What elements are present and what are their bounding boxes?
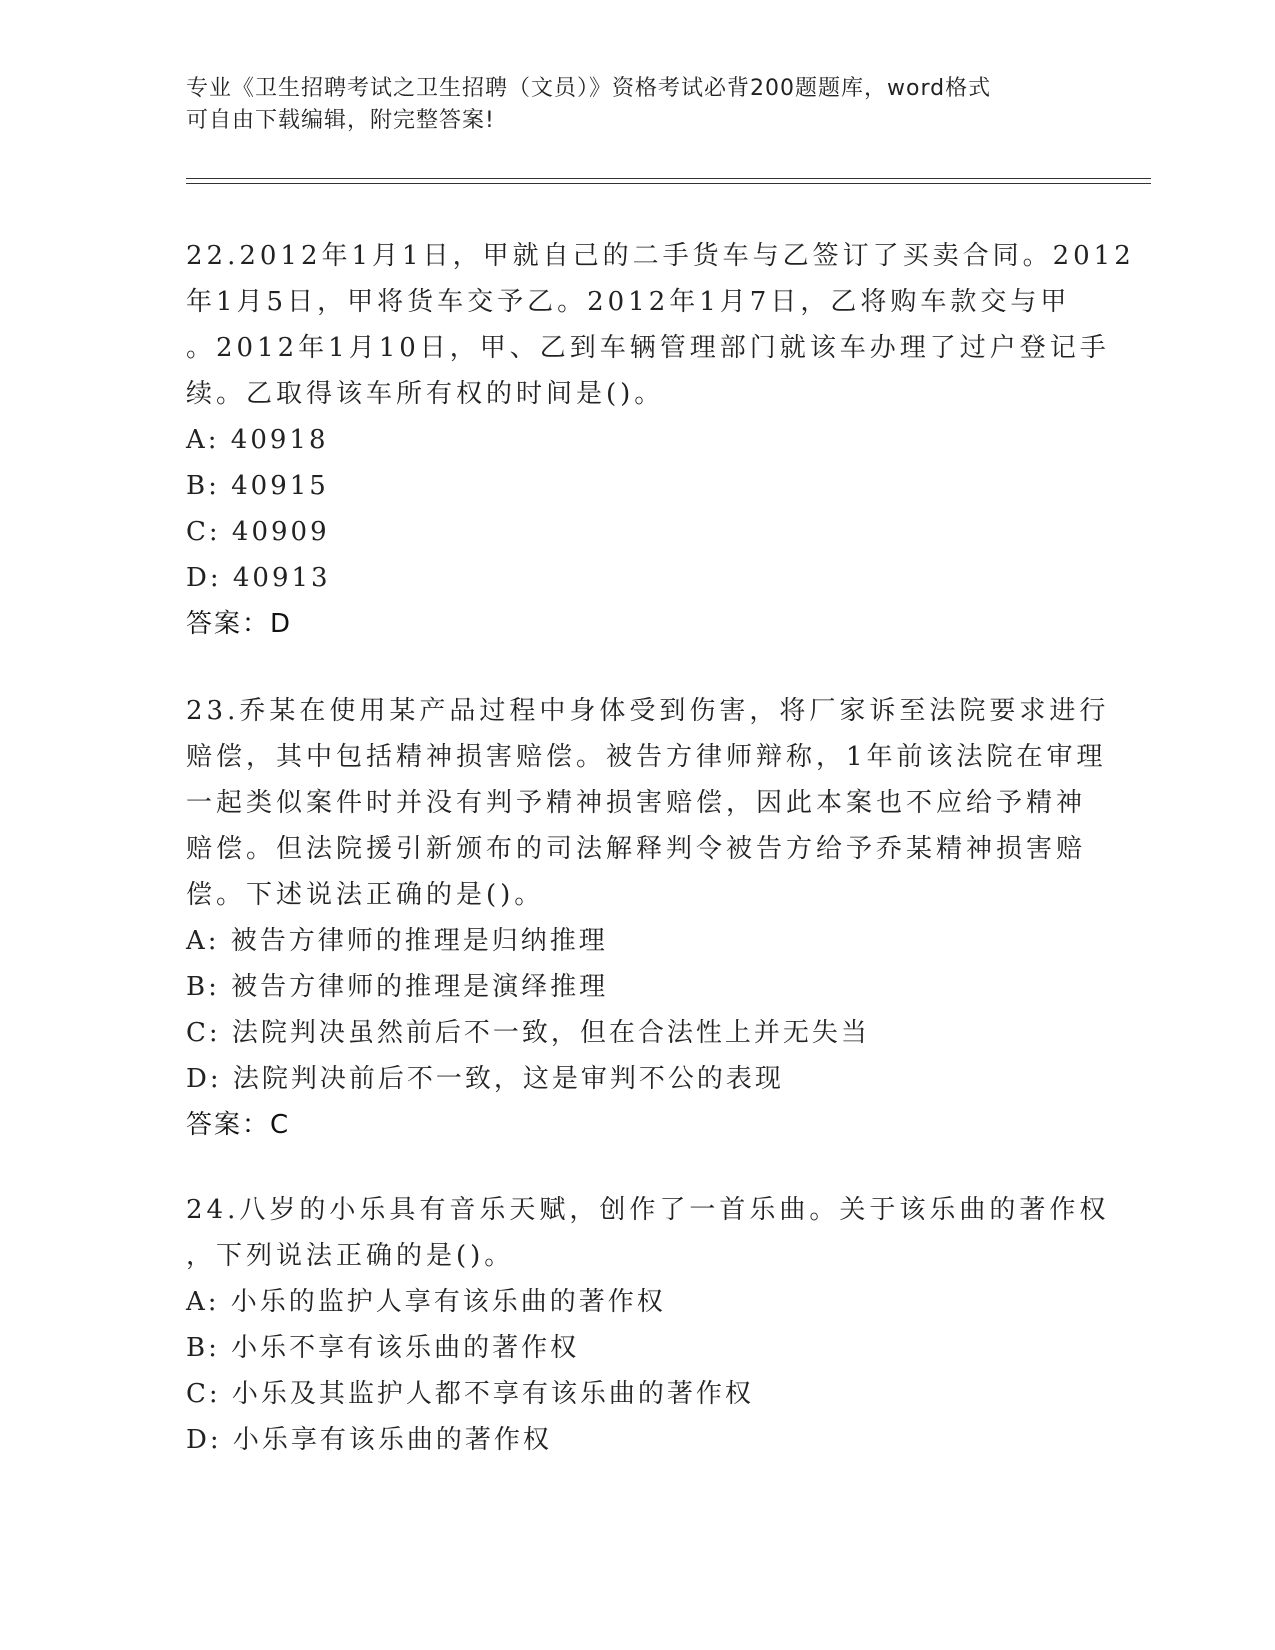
question-text bbox=[186, 233, 1135, 417]
question-text bbox=[186, 1187, 1110, 1279]
question-text bbox=[186, 688, 1110, 918]
question-line: 22.2012年1月1日，甲就自己的二手货车与乙签订了买卖合同。2012 bbox=[186, 241, 1135, 271]
option-c: C: 小乐及其监护人都不享有该乐曲的著作权 bbox=[186, 1379, 754, 1409]
question-line: 一起类似案件时并没有判予精神损害赔偿，因此本案也不应给予精神 bbox=[186, 788, 1087, 818]
question-line: ，下列说法正确的是()。 bbox=[186, 1241, 515, 1271]
question-22 bbox=[186, 233, 1135, 647]
question-line: 赔偿，其中包括精神损害赔偿。被告方律师辩称，1年前该法院在审理 bbox=[186, 742, 1107, 772]
option-d: D: 小乐享有该乐曲的著作权 bbox=[186, 1425, 552, 1455]
question-24 bbox=[186, 1187, 1110, 1463]
header-divider-top bbox=[186, 178, 1151, 179]
answer-line: 答案：D bbox=[186, 609, 293, 639]
header-divider-bottom bbox=[186, 183, 1151, 184]
option-d: D: 40913 bbox=[186, 563, 331, 593]
option-c: C: 法院判决虽然前后不一致，但在合法性上并无失当 bbox=[186, 1018, 870, 1048]
document-header bbox=[186, 73, 1086, 137]
header-line-2: 可自由下载编辑，附完整答案! bbox=[186, 108, 495, 133]
option-a: A: 40918 bbox=[186, 425, 329, 455]
question-line: 年1月5日，甲将货车交予乙。2012年1月7日，乙将购车款交与甲 bbox=[186, 287, 1071, 317]
option-b: B: 被告方律师的推理是演绎推理 bbox=[186, 972, 609, 1002]
question-23 bbox=[186, 688, 1110, 1148]
header-line-1: 专业《卫生招聘考试之卫生招聘（文员）》资格考试必背200题题库，word格式 bbox=[186, 76, 992, 101]
question-line: 赔偿。但法院援引新颁布的司法解释判令被告方给予乔某精神损害赔 bbox=[186, 834, 1087, 864]
option-a: A: 被告方律师的推理是归纳推理 bbox=[186, 926, 608, 956]
option-c: C: 40909 bbox=[186, 517, 330, 547]
question-line: 。2012年1月10日，甲、乙到车辆管理部门就该车办理了过户登记手 bbox=[186, 333, 1110, 363]
question-line: 续。乙取得该车所有权的时间是()。 bbox=[186, 379, 665, 409]
option-d: D: 法院判决前后不一致，这是审判不公的表现 bbox=[186, 1064, 784, 1094]
option-b: B: 小乐不享有该乐曲的著作权 bbox=[186, 1333, 580, 1363]
question-line: 24.八岁的小乐具有音乐天赋，创作了一首乐曲。关于该乐曲的著作权 bbox=[186, 1195, 1110, 1225]
option-b: B: 40915 bbox=[186, 471, 329, 501]
option-a: A: 小乐的监护人享有该乐曲的著作权 bbox=[186, 1287, 666, 1317]
question-line: 偿。下述说法正确的是()。 bbox=[186, 880, 545, 910]
answer-line: 答案：C bbox=[186, 1110, 291, 1140]
question-line: 23.乔某在使用某产品过程中身体受到伤害，将厂家诉至法院要求进行 bbox=[186, 696, 1110, 726]
